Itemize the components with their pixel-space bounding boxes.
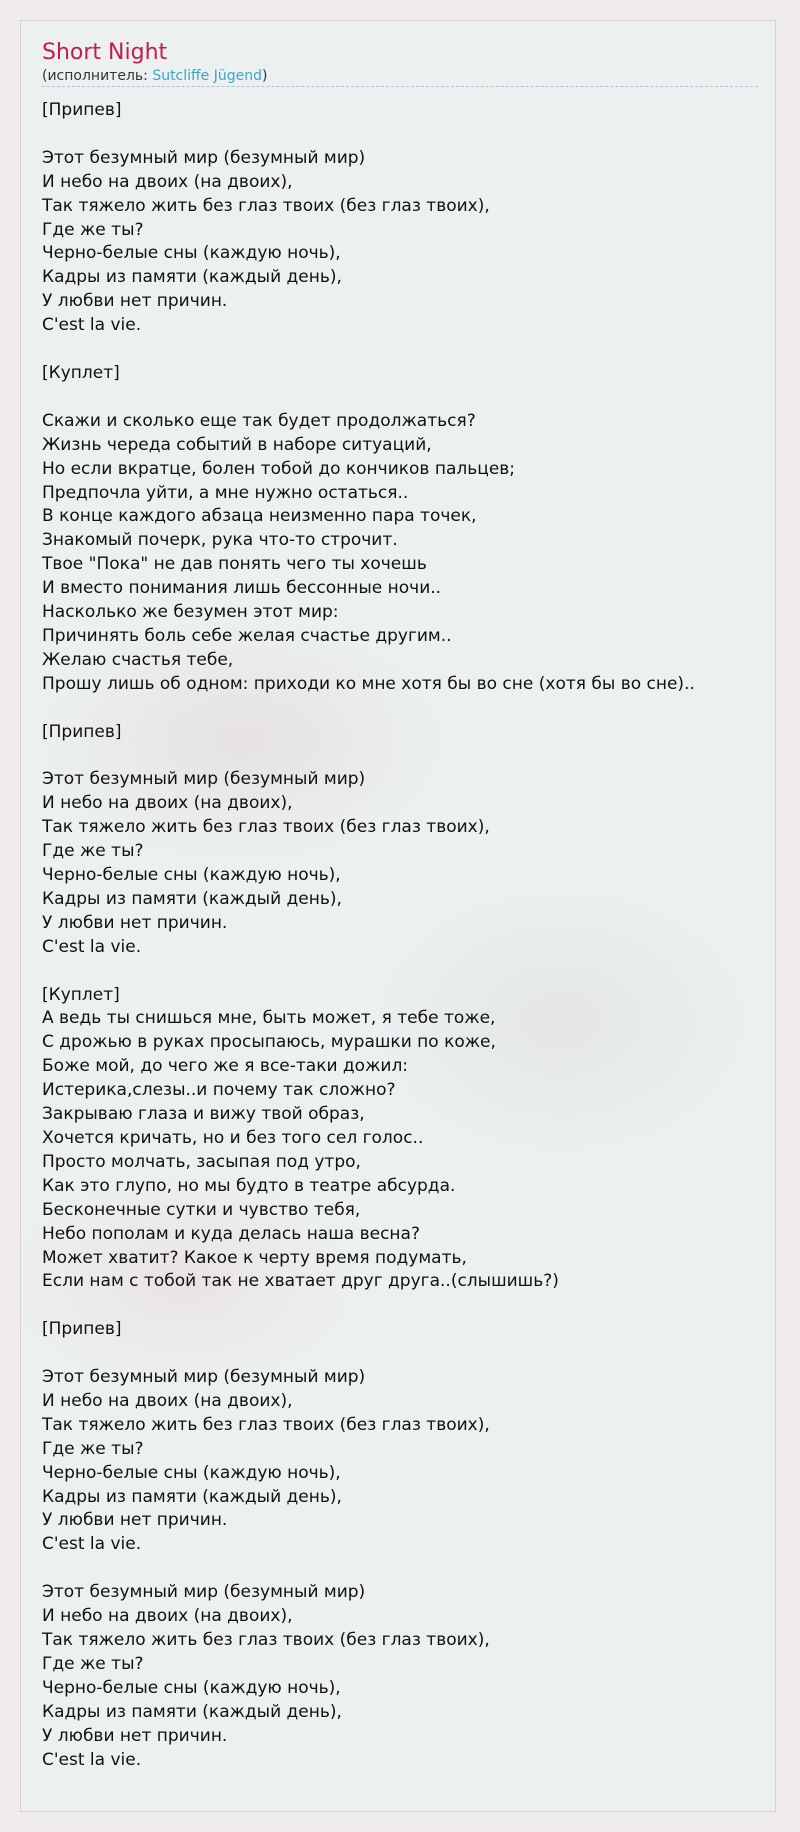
artist-prefix: (исполнитель: bbox=[42, 68, 153, 84]
song-header bbox=[42, 39, 758, 87]
artist-line bbox=[42, 67, 758, 85]
artist-link[interactable]: Sutcliffe Jügend bbox=[152, 68, 263, 84]
lyrics-text: [Припев] Этот безумный мир (безумный мир) И небо на двоих (на двоих), Так тяжело жить без глаз твоих (без глаз твоих), Где же ты? Черно-белые сны (каждую ночь), Кадры из памяти (каждый день), У любви нет причин. C'est la vie. [Куплет] Скажи и сколько еще так будет продолжаться? Жизнь череда событий в наборе ситуаций, Но если вкратце, болен тобой до кончиков пальцев; Предпочла уйти, а мне нужно остаться.. В конце каждого абзаца неизменно пара точек, Знакомый почерк, рука что-то строчит. Твое "Пока" не дав понять чего ты хочешь И вместо понимания лишь бессонные ночи.. Насколько же безумен этот мир: Причинять боль себе желая счастье другим.. Желаю счастья тебе, Прошу лишь об одном: приходи ко мне хотя бы во сне (хотя бы во сне).. [Припев] Этот безумный мир (безумный мир) И небо на двоих (на двоих), Так тяжело жить без глаз твоих (без глаз твоих), Где же ты? Черно-белые сны (каждую ночь), Кадры из памяти (каждый день), У любви нет причин. C'est la vie. [Куплет] А ведь ты снишься мне, быть может, я тебе тоже, С дрожью в руках просыпаюсь, мурашки по коже, Боже мой, до чего же я все-таки дожил: Истерика,слезы..и почему так сложно? Закрываю глаза и вижу твой образ, Хочется кричать, но и без того сел голос.. Просто молчать, засыпая под утро, Как это глупо, но мы будто в театре абсурда. Бесконечные сутки и чувство тебя, Небо пополам и куда делась наша весна? Может хватит? Какое к черту время подумать, Если нам с тобой так не хватает друг друга..(слышишь?) [Припев] Этот безумный мир (безумный мир) И небо на двоих (на двоих), Так тяжело жить без глаз твоих (без глаз твоих), Где же ты? Черно-белые сны (каждую ночь), Кадры из памяти (каждый день), У любви нет причин. C'est la vie. Этот безумный мир (безумный мир) И небо на двоих (на двоих), Так тяжело жить без глаз твоих (без глаз твоих), Где же ты? Черно-белые сны (каждую ночь), Кадры из памяти (каждый день), У любви нет причин. C'est la vie. bbox=[42, 100, 695, 1770]
artist-suffix: ) bbox=[262, 68, 268, 84]
lyrics-card bbox=[20, 20, 776, 1812]
song-title: Short Night bbox=[42, 40, 168, 65]
